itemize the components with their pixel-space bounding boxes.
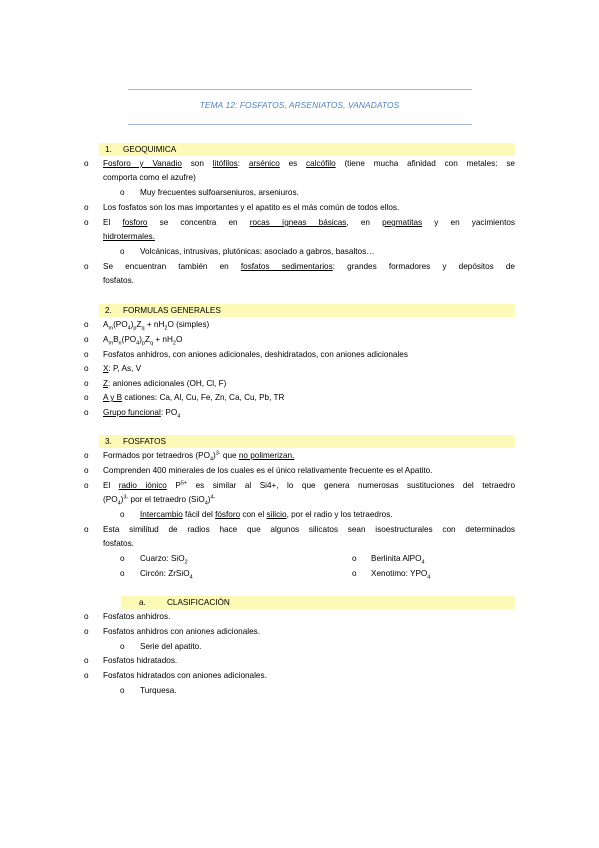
list-item: Formados por tetraedros $(PO_4)^{3-}$ que no polimerizan. xyxy=(103,450,295,463)
sub-list-item: Volcánicas, intrusivas, plutónicas: asociado a gabros, basaltos… xyxy=(140,247,375,256)
title-rule-bottom xyxy=(128,124,472,125)
list-item: Fosfatos hidratados con aniones adicionales. xyxy=(103,671,267,680)
bullet: o xyxy=(84,379,89,388)
list-item: Se encuentran también en fosfatos sedimentarios: grandes formadores y depósitos de xyxy=(103,262,515,271)
bullet: o xyxy=(84,262,89,271)
list-item-continuation: fosfatos. xyxy=(103,539,134,548)
bullet: o xyxy=(84,335,89,344)
section-title: FOSFATOS xyxy=(123,437,166,446)
bullet: o xyxy=(84,466,89,475)
section-title: GEOQUIMICA xyxy=(123,145,177,154)
section-number: 2. xyxy=(105,306,112,315)
bullet: o xyxy=(120,188,125,197)
list-item: Grupo funcional: $PO_4$ xyxy=(103,408,181,420)
list-item: X: P, As, V xyxy=(103,364,142,373)
document-title: TEMA 12: FOSFATOS, ARSENIATOS, VANADATOS xyxy=(199,100,400,110)
list-item: Fosfatos hidratados. xyxy=(103,656,178,665)
mineral-item: Xenotimo: $YPO_4$ xyxy=(371,569,431,581)
section-number: 1. xyxy=(105,145,112,154)
formula-simple: $A_m(PO_4)_pZ_q + nH_2O$ (simples) xyxy=(103,320,210,332)
sub-list-item: Turquesa. xyxy=(140,686,177,695)
bullet: o xyxy=(120,569,125,578)
bullet: o xyxy=(84,671,89,680)
list-item: El radio iónico $P^{5+}$ es similar al Si4+, lo que genera numerosas sustituciones del tetraedro xyxy=(103,480,516,490)
bullet: o xyxy=(84,320,89,329)
bullet: o xyxy=(84,203,89,212)
list-item: Comprenden 400 minerales de los cuales es el único relativamente frecuente es el Apatito. xyxy=(103,466,433,475)
mineral-item: Cuarzo: SiO$_2$ xyxy=(140,554,188,566)
title-rule-top xyxy=(128,89,472,90)
list-item: Fosfatos anhidros. xyxy=(103,612,171,621)
bullet: o xyxy=(84,408,89,417)
bullet: o xyxy=(120,247,125,256)
bullet: o xyxy=(84,451,89,460)
bullet: o xyxy=(120,510,125,519)
list-item-continuation: fosfatos. xyxy=(103,276,134,285)
bullet: o xyxy=(84,364,89,373)
list-item: El fosforo se concentra en rocas ígneas básicas, en pegmatitas y en yacimientos xyxy=(103,218,515,227)
section-heading-formulas xyxy=(99,304,515,317)
bullet: o xyxy=(84,218,89,227)
section-number: 3. xyxy=(105,437,112,446)
bullet: o xyxy=(84,656,89,665)
bullet: o xyxy=(84,612,89,621)
bullet: o xyxy=(120,554,125,563)
list-item: Fosfatos anhidros con aniones adicionales. xyxy=(103,627,261,636)
bullet: o xyxy=(352,569,357,578)
sub-list-item: Muy frecuentes sulfoarseniuros, arseniuros. xyxy=(140,188,299,197)
sub-list-item: Intercambio fácil del fósforo con el silicio, por el radio y los tetraedros. xyxy=(140,510,393,519)
bullet: o xyxy=(84,393,89,402)
mineral-item: Berlinita AlPO$_4$ xyxy=(371,554,425,566)
bullet: o xyxy=(120,642,125,651)
list-item: A y B cationes: Ca, Al, Cu, Fe, Zn, Ca, Cu, Pb, TR xyxy=(103,393,285,402)
section-heading-fosfatos xyxy=(99,435,515,448)
subsection-heading-clasificacion xyxy=(121,596,515,609)
subsection-letter: a. xyxy=(139,598,146,607)
list-item: Z: aniones adicionales (OH, Cl, F) xyxy=(103,379,227,388)
list-item-continuation: comporta como el azufre) xyxy=(103,173,196,182)
list-item-continuation: hidrotermales. xyxy=(103,232,155,241)
subsection-title: CLASIFICACIÓN xyxy=(167,598,230,607)
bullet: o xyxy=(84,525,89,534)
bullet: o xyxy=(120,686,125,695)
mineral-item: Circón: ZrSiO$_4$ xyxy=(140,569,193,581)
formula-compound: $A_mB_n(PO_4)_pZ_q + nH_2O$ xyxy=(103,335,183,347)
section-heading-geoquimica xyxy=(99,143,515,156)
section-title: FORMULAS GENERALES xyxy=(123,306,221,315)
list-item: Esta similitud de radios hace que algunos silicatos sean isoestructurales con determinados xyxy=(103,525,515,534)
list-item: Fosforo y Vanadio son litófilos: arsénico es calcófilo (tiene mucha afinidad con metales: se xyxy=(103,159,515,168)
bullet: o xyxy=(352,554,357,563)
bullet: o xyxy=(84,627,89,636)
list-item: Fosfatos anhidros, con aniones adicionales, deshidratados, con aniones adicionales xyxy=(103,350,408,359)
sub-list-item: Serie del apatito. xyxy=(140,642,202,651)
bullet: o xyxy=(84,481,89,490)
bullet: o xyxy=(84,159,89,168)
list-item: Los fosfatos son los mas importantes y el apatito es el más común de todos ellos. xyxy=(103,203,400,212)
list-item-continuation: $(PO_4)^{3-}$ por el tetraedro $(SiO_4)^{4-}$ xyxy=(103,494,216,507)
bullet: o xyxy=(84,350,89,359)
